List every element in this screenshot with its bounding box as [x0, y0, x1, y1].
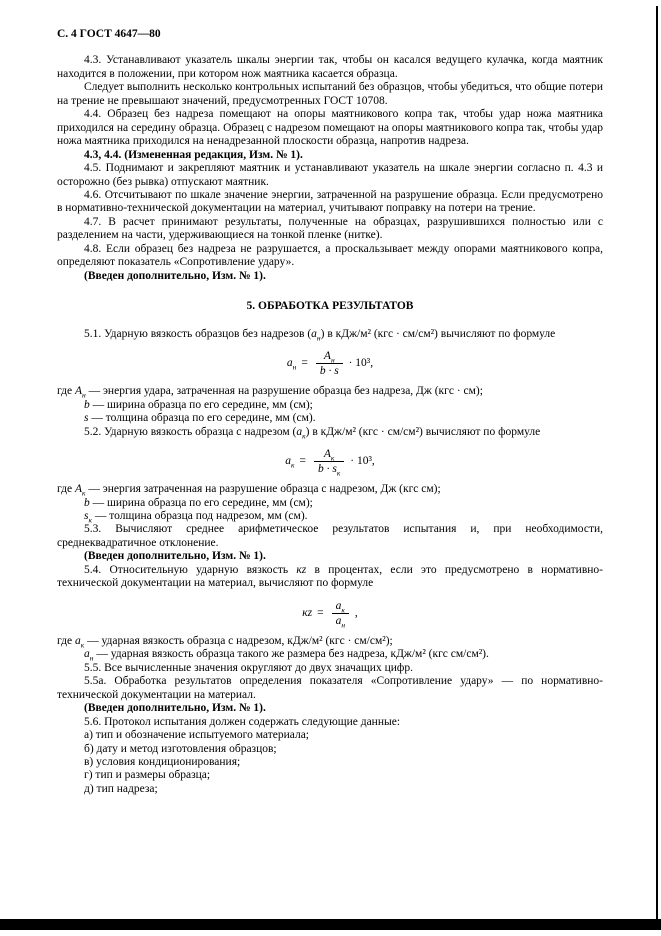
fraction	[316, 350, 343, 377]
subscript: н	[82, 390, 86, 400]
variable: a	[335, 614, 342, 627]
text-run: — ширина образца по его середине, мм (см);	[89, 398, 313, 411]
text-run: 5.1. Ударную вязкость образцов без надрезов (	[84, 327, 312, 340]
page-header: С. 4 ГОСТ 4647—80	[57, 28, 161, 40]
numerator	[314, 448, 344, 462]
protocol-item-d: д) тип надреза;	[84, 782, 158, 795]
paragraph-5-1	[57, 328, 603, 341]
paragraph-4-7: 4.7. В расчет принимают результаты, полученные на образцах, разрушившихся полностью или с разделением на части, удерживающиеся на тонкой пленке (нитке).	[57, 215, 603, 242]
variable: s	[84, 412, 89, 425]
equals-sign: =	[301, 357, 308, 370]
paragraph-5-3: 5.3. Вычисляют среднее арифметическое результатов испытания и, при необходимости, среднеквадратичное отклонение.	[57, 523, 603, 549]
scan-edge-bottom	[0, 919, 661, 930]
variable: a	[296, 425, 303, 438]
definition-line	[57, 648, 603, 661]
added-note-5-5a: (Введен дополнительно, Изм. № 1).	[84, 702, 266, 715]
paragraph-4-8: 4.8. Если образец без надреза не разрушается, а проскальзывает между опорами маятникового копра, определяют показатель «Сопротивление удару».	[57, 242, 603, 269]
amendment-note-4-3-4-4: 4.3, 4.4. (Измененная редакция, Изм. № 1).	[84, 148, 303, 161]
variable: кz	[302, 606, 313, 619]
added-note-5-3: (Введен дополнительно, Изм. № 1).	[84, 550, 266, 563]
variable: A	[323, 350, 331, 363]
variable: a	[311, 327, 317, 340]
text-run: где	[57, 385, 75, 398]
denominator	[314, 462, 344, 478]
variable: s	[84, 510, 89, 523]
paragraph-5-5a: 5.5а. Обработка результатов определения показателя «Сопротивление удару» — по нормативно-технической документации на материал.	[57, 675, 603, 701]
subscript: к	[302, 430, 306, 440]
definition-line	[57, 399, 603, 412]
text-run: — ширина образца по его середине, мм (см);	[89, 496, 313, 509]
formula-unnotched-impact-strength	[57, 350, 603, 377]
paragraph-4-3: 4.3. Устанавливают указатель шкалы энергии так, чтобы он касался ведущего кулачка, когда маятник находится в положении, при котором нож маятника касается образца.	[57, 54, 603, 80]
variable: a	[286, 357, 293, 370]
paragraph-4-6: 4.6. Отсчитывают по шкале значение энергии, затраченной на разрушение образца. Если предусмотрено в нормативно-технической документации на материал, учитывают поправку на потери на трение.	[57, 188, 603, 215]
numerator	[316, 350, 343, 364]
fraction	[332, 599, 349, 630]
variable: a	[335, 599, 342, 612]
definition-line	[57, 497, 603, 510]
paragraph-4-5: 4.5. Поднимают и закрепляют маятник и устанавливают указатель на шкале энергии согласно п. 4.3 и осторожно (без рывка) отпускают маятник.	[57, 162, 603, 188]
variable: b	[84, 496, 90, 509]
variable: a	[84, 648, 90, 661]
subscript: к	[88, 515, 92, 525]
formula-relative-impact-strength	[57, 599, 603, 630]
multiplier: · 10³,	[348, 357, 374, 370]
formula-notched-impact-strength	[57, 448, 603, 478]
variable: A	[74, 483, 83, 496]
section-5-title: 5. ОБРАБОТКА РЕЗУЛЬТАТОВ	[246, 300, 414, 313]
paragraph-4-4: 4.4. Образец без надреза помещают на опоры маятникового копра так, чтобы удар ножа маятника приходился на середину образца. Образец с надрезом помещают на опоры маятникового копра так, чтобы удар ножа маятника приходился на ненадрезанной плоскости образца, напротив надреза.	[57, 108, 603, 148]
definition-line	[57, 510, 603, 523]
added-note-section-4: (Введен дополнительно, Изм. № 1).	[84, 269, 266, 282]
text-run: — толщина образца по его середине, мм (см).	[88, 412, 316, 425]
protocol-item-g: г) тип и размеры образца;	[84, 769, 211, 782]
text-run: в процентах, если это предусмотрено в нормативно-технической документации на материал, вычисляют по формуле	[57, 563, 603, 590]
text-run: где	[57, 483, 75, 496]
subscript: к	[330, 453, 335, 463]
equals-sign: =	[299, 455, 306, 468]
variable: b · s	[317, 463, 337, 476]
numerator	[332, 600, 349, 614]
variable: a	[285, 455, 291, 468]
multiplier: ,	[354, 606, 358, 619]
protocol-item-a: а) тип и обозначение испытуемого материала;	[84, 729, 309, 742]
protocol-item-b: б) дату и метод изготовления образцов;	[84, 742, 277, 755]
variable: A	[323, 448, 331, 460]
subscript: н	[316, 332, 321, 342]
text-run: — ударная вязкость образца такого же размера без надреза, кДж/м² (кгс см/см²).	[93, 648, 489, 661]
text-run: ) в кДж/м² (кгс · см/см²) вычисляют по формуле	[320, 327, 556, 340]
variable: b · s	[319, 365, 339, 378]
definition-line	[57, 483, 603, 496]
scan-edge-right	[656, 6, 658, 928]
subscript: н	[292, 362, 297, 372]
text-run: 5.2. Ударную вязкость образца с надрезом (	[84, 425, 297, 438]
paragraph-5-6: 5.6. Протокол испытания должен содержать следующие данные:	[84, 715, 401, 728]
subscript: к	[80, 640, 85, 650]
variable: b	[84, 398, 90, 411]
paragraph-5-5: 5.5. Все вычисленные значения округляют до двух значащих цифр.	[84, 661, 413, 674]
text-run: 5.4. Относительную ударную вязкость	[84, 563, 297, 576]
variable: кz	[296, 563, 307, 576]
text-run: — ударная вязкость образца с надрезом, кДж/м² (кгс · см/см²);	[84, 634, 393, 647]
paragraph-5-4	[57, 564, 603, 591]
subscript: н	[341, 620, 346, 630]
variable: a	[74, 634, 81, 647]
variable: A	[74, 385, 83, 398]
subscript: к	[290, 460, 295, 470]
denominator	[316, 364, 343, 377]
text-run: — энергия затраченная на разрушение образца с надрезом, Дж (кгс см);	[85, 483, 441, 496]
fraction	[314, 448, 344, 478]
text-run: — энергия удара, затраченная на разрушение образца без надреза, Дж (кгс · см);	[85, 385, 483, 398]
multiplier: · 10³,	[350, 455, 375, 468]
equals-sign: =	[317, 606, 324, 619]
protocol-item-v: в) условия кондиционирования;	[84, 755, 241, 768]
subscript: к	[336, 468, 341, 478]
paragraph-4-3-note: Следует выполнить несколько контрольных испытаний без образцов, чтобы убедиться, что общие потери на трение не превышают значений, предусмотренных ГОСТ 10708.	[57, 81, 603, 107]
definition-line	[57, 385, 603, 398]
subscript: н	[89, 653, 94, 663]
subscript: к	[82, 488, 86, 498]
definition-line	[57, 635, 603, 648]
denominator	[332, 614, 349, 630]
paragraph-5-2	[57, 426, 603, 439]
text-run: — толщина образца под надрезом, мм (см).	[92, 510, 308, 523]
definition-line	[57, 412, 603, 425]
text-run: ) в кДж/м² (кгс · см/см²) вычисляют по формуле	[305, 425, 541, 438]
subscript: к	[341, 605, 345, 615]
subscript: н	[330, 355, 335, 365]
text-run: где	[57, 634, 75, 647]
